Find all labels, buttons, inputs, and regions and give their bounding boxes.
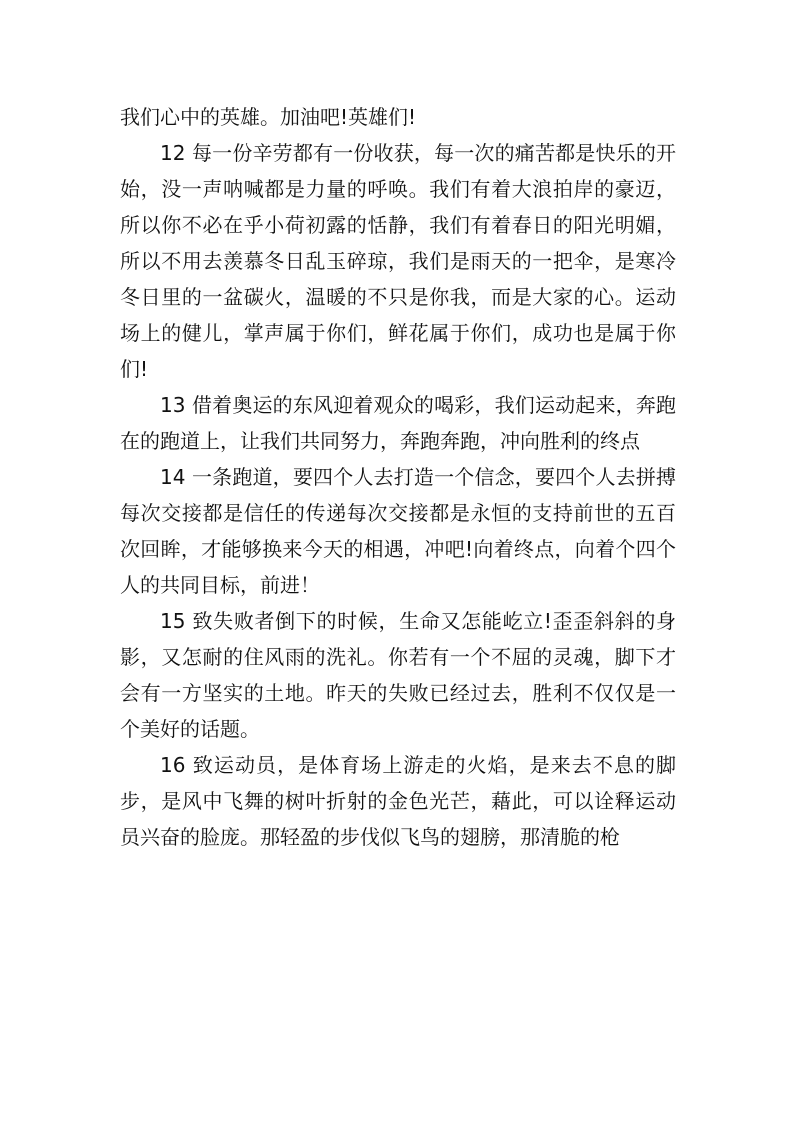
paragraph-14: 14 一条跑道，要四个人去打造一个信念，要四个人去拼搏每次交接都是信任的传递每次交接都是永恒的支持前世的五百次回眸，才能够换来今天的相遇，冲吧!向着终点，向着个四个人的共同目标，前进！ [120, 465, 676, 597]
paragraph-16: 16 致运动员，是体育场上游走的火焰，是来去不息的脚步，是风中飞舞的树叶折射的金色光芒，藉此，可以诠释运动员兴奋的脸庞。那轻盈的步伐似飞鸟的翅膀，那清脆的枪 [120, 753, 676, 849]
paragraph-15: 15 致失败者倒下的时候，生命又怎能屹立!歪歪斜斜的身影，又怎耐的住风雨的洗礼。你若有一个不屈的灵魂，脚下才会有一方坚实的土地。昨天的失败已经过去，胜利不仅仅是一个美好的话题。 [120, 609, 676, 741]
paragraph-continuation: 我们心中的英雄。加油吧!英雄们! [120, 105, 417, 129]
document-body [120, 99, 676, 855]
paragraph-12: 12 每一份辛劳都有一份收获，每一次的痛苦都是快乐的开始，没一声呐喊都是力量的呼唤。我们有着大浪拍岸的豪迈，所以你不必在乎小荷初露的恬静，我们有着春日的阳光明媚，所以不用去羡慕冬日乱玉碎琼，我们是雨天的一把伞，是寒冷冬日里的一盆碳火，温暖的不只是你我，而是大家的心。运动场上的健儿，掌声属于你们，鲜花属于你们，成功也是属于你们! [120, 141, 676, 381]
paragraph-13: 13 借着奥运的东风迎着观众的喝彩，我们运动起来，奔跑在的跑道上，让我们共同努力，奔跑奔跑，冲向胜利的终点 [120, 393, 676, 453]
